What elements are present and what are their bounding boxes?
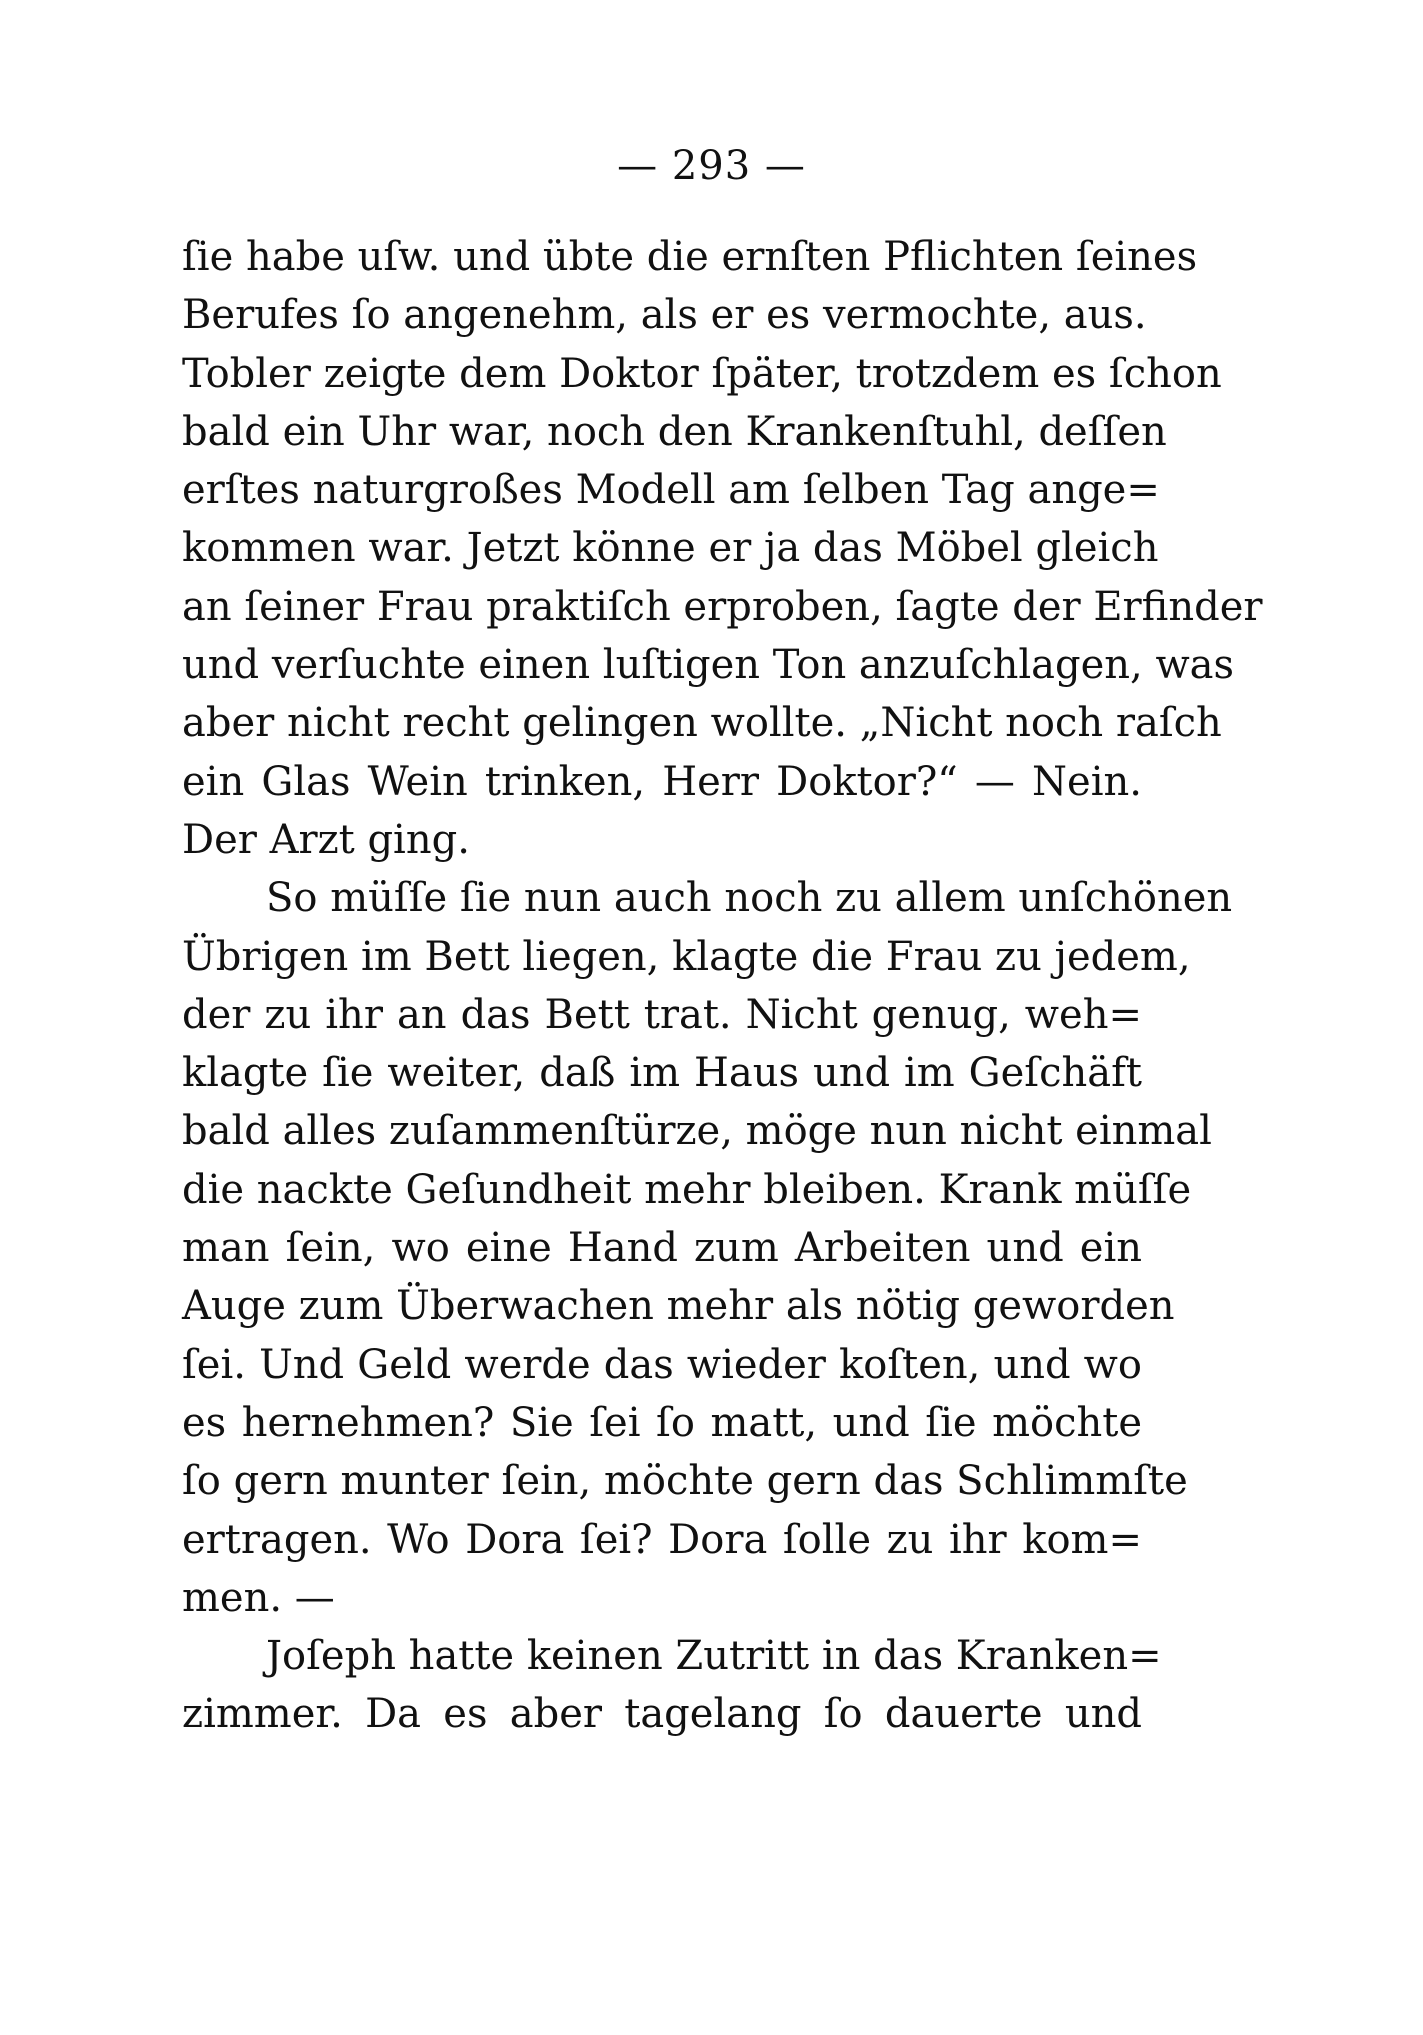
text-line: zimmer. Da es aber tagelang ſo dauerte und: [182, 1691, 1142, 1738]
body-text: [182, 228, 1263, 1744]
text-line: bald alles zuſammenſtürze, möge nun nicht einmal: [182, 1108, 1212, 1155]
text-line: kommen war. Jetzt könne er ja das Möbel gleich: [182, 525, 1159, 572]
paragraph-start-line: Joſeph hatte keinen Zutritt in das Kranken=: [266, 1633, 1162, 1680]
text-line: klagte ſie weiter, daß im Haus und im Geſchäft: [182, 1050, 1142, 1097]
text-line: an ſeiner Frau praktiſch erproben, ſagte der Erfinder: [182, 583, 1263, 630]
text-line: ſei. Und Geld werde das wieder koſten, und wo: [182, 1341, 1142, 1388]
text-line: men. —: [182, 1574, 335, 1621]
text-line: ſo gern munter ſein, möchte gern das Schlimmſte: [182, 1458, 1188, 1505]
text-line: Übrigen im Bett liegen, klagte die Frau zu jedem,: [182, 933, 1191, 980]
text-line: Berufes ſo angenehm, als er es vermochte, aus.: [182, 292, 1147, 339]
text-line: ſie habe uſw. und übte die ernſten Pflichten ſeines: [182, 234, 1198, 280]
paragraph-start-line: So müſſe ſie nun auch noch zu allem unſchönen: [266, 875, 1233, 922]
text-line: bald ein Uhr war, noch den Krankenſtuhl, deſſen: [182, 408, 1167, 455]
text-line: Tobler zeigte dem Doktor ſpäter, trotzdem es ſchon: [182, 350, 1222, 397]
text-line: es hernehmen? Sie ſei ſo matt, und ſie möchte: [182, 1399, 1142, 1446]
text-line: Der Arzt ging.: [182, 816, 470, 863]
text-line: erſtes naturgroßes Modell am ſelben Tag ange=: [182, 467, 1160, 514]
text-line: ertragen. Wo Dora ſei? Dora ſolle zu ihr kom=: [182, 1516, 1142, 1563]
text-line: man ſein, wo eine Hand zum Arbeiten und ein: [182, 1225, 1142, 1272]
text-line: aber nicht recht gelingen wollte. „Nicht noch raſch: [182, 700, 1222, 747]
text-line: der zu ihr an das Bett trat. Nicht genug, weh=: [182, 991, 1142, 1038]
text-line: die nackte Geſundheit mehr bleiben. Krank müſſe: [182, 1166, 1192, 1213]
text-line: Auge zum Überwachen mehr als nötig geworden: [182, 1283, 1175, 1330]
page-number: — 293 —: [617, 143, 806, 189]
text-line: und verſuchte einen luſtigen Ton anzuſchlagen, was: [182, 642, 1235, 689]
text-line: ein Glas Wein trinken, Herr Doktor?“ — Nein.: [182, 758, 1142, 805]
